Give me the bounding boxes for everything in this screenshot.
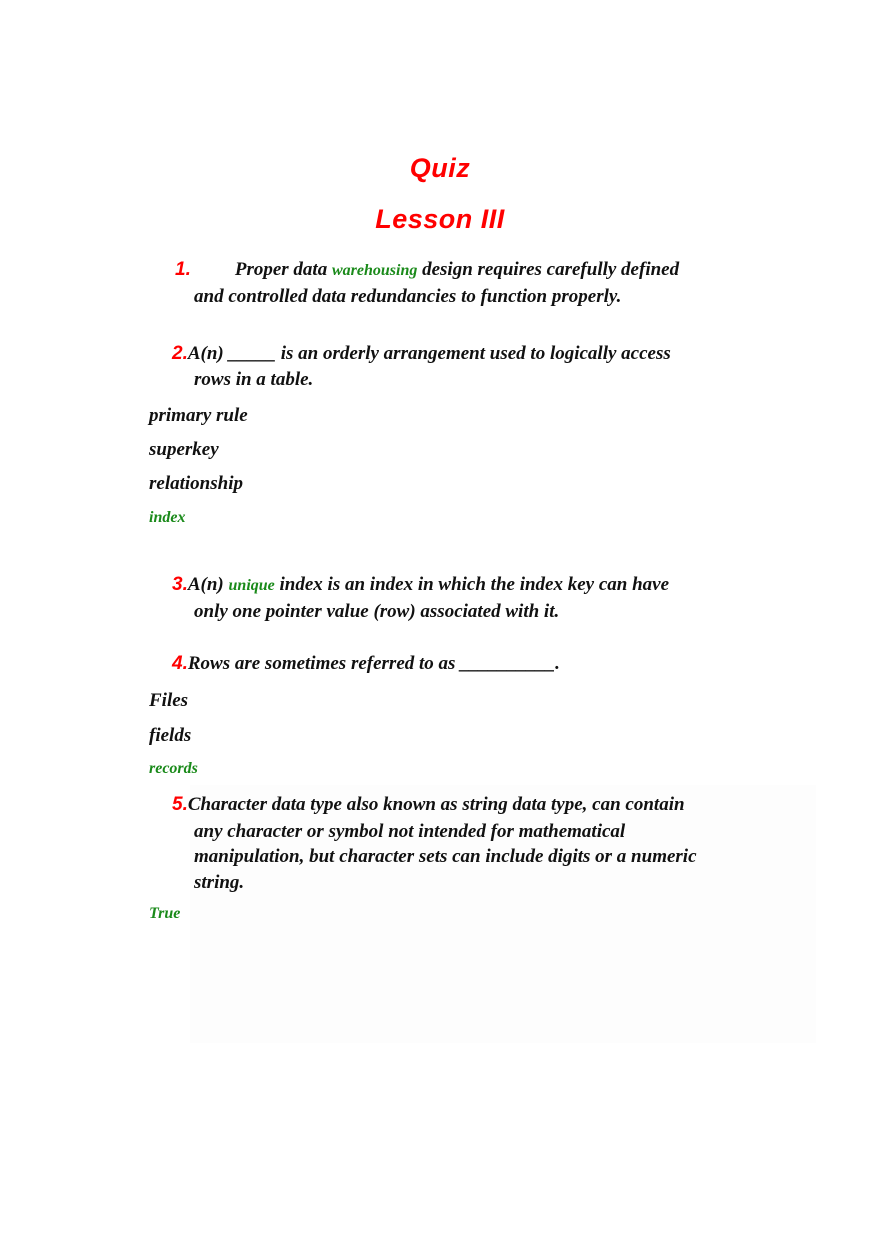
page-title: Quiz [409,153,471,183]
question-2 [172,343,671,365]
question-text: rows in a table. [194,369,314,390]
option: superkey [149,439,219,460]
page-subtitle: Lesson III [375,204,505,234]
question-number: 4. [172,653,188,674]
answer-text: warehousing [331,262,418,279]
question-text: Rows are sometimes referred to as __________. [187,653,560,674]
question-text: manipulation, but character sets can include digits or a numeric [194,846,697,867]
question-text: string. [194,872,245,893]
question-number: 2. [172,343,188,364]
question-text: and controlled data redundancies to function properly. [194,286,622,307]
option: relationship [149,473,243,494]
option: fields [149,725,192,746]
answer-text: True [149,905,181,922]
answer-text: unique [228,577,275,594]
question-text: A(n) _____ is an orderly arrangement used to logically access [187,343,671,364]
question-3 [172,574,669,597]
question-text: design requires carefully defined [417,259,680,280]
question-5 [172,794,685,816]
question-1 [175,259,679,282]
question-text: A(n) [187,574,229,595]
question-text: index is an index in which the index key can have [274,574,670,595]
question-number: 3. [172,574,188,595]
question-text: Proper data [234,259,332,280]
question-4 [172,653,560,675]
answer-text: index [149,509,186,526]
option: Files [149,690,189,711]
question-number: 5. [172,794,188,815]
option: primary rule [149,405,248,426]
question-text: any character or symbol not intended for mathematical [194,821,626,842]
answer-text: records [149,760,198,777]
question-text: Character data type also known as string data type, can contain [187,794,685,815]
question-text: only one pointer value (row) associated with it. [194,601,560,622]
question-number: 1. [175,259,191,280]
